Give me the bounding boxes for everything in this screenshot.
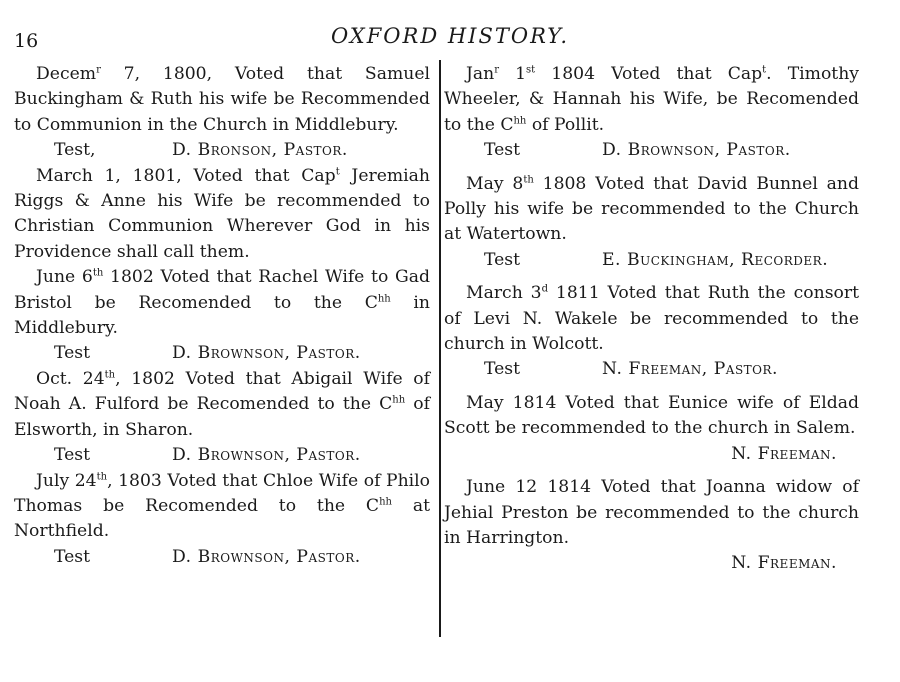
signature: E. Buckingham, Recorder. [602,249,829,270]
signature: N. Freeman, Pastor. [602,359,779,380]
test-label: Test, [54,140,96,161]
test-line [14,341,430,366]
record-entry: June 12 1814 Voted that Joanna widow of Jehial Preston be recommended to the church in Harrington. [444,477,859,548]
record-entry: March 1, 1801, Voted that Cap$^t$ Jeremiah Riggs & Anne his Wife be recommended to Christian Communion Wherever God in his Providence shall call them. [14,165,430,262]
left-column [14,62,430,570]
page-number: 16 [14,30,39,52]
record-entry: July 24th, 1803 Voted that Chloe Wife of Philo Thomas be Recomended to the $C^{hh}$ at Northfield. [14,470,431,542]
test-label: Test [484,249,521,270]
signature: D. Brownson, Pastor. [172,343,361,364]
running-header: OXFORD HISTORY. [330,24,570,48]
record-entry: May 1814 Voted that Eunice wife of Eldad Scott be recommended to the church in Salem. [444,392,859,439]
signature: N. Freeman. [731,553,837,574]
test-label: Test [484,359,521,380]
test-label: Test [484,140,521,161]
test-label: Test [54,546,91,567]
test-line [14,138,430,163]
record-entry: Jan$^r$ 1st 1804 Voted that Cap$^t$. Timothy Wheeler, & Hannah his Wife, be Recomended to the $C^{hh}$ of Pollit. [444,64,859,135]
test-line [14,443,430,468]
record-entry: March 3$^d$ 1811 Voted that Ruth the consort of Levi N. Wakele be recommended to the church in Wolcott. [444,283,859,355]
signature: D. Brownson, Pastor. [602,140,791,161]
right-column [444,62,859,577]
test-label: Test [54,445,91,466]
test-line [444,357,859,382]
test-line [14,545,430,570]
record-entry: May 8th 1808 Voted that David Bunnel and Polly his wife be recommended to the Church at Watertown. [444,173,859,245]
test-line [444,138,859,163]
record-entry: Decem$^r$ 7, 1800, Voted that Samuel Buckingham & Ruth his wife be Recommended to Communion in the Church in Middlebury. [14,64,430,135]
column-divider [439,60,441,637]
signature: D. Bronson, Pastor. [172,140,348,161]
signature: D. Brownson, Pastor. [172,546,361,567]
record-entry: June 6th 1802 Voted that Rachel Wife to Gad Bristol be Recomended to the $C^{hh}$ in Middlebury. [14,267,431,339]
test-label: Test [54,343,91,364]
signature: D. Brownson, Pastor. [172,445,361,466]
signature: N. Freeman. [731,443,837,464]
test-line [444,248,859,273]
record-entry: Oct. 24th, 1802 Voted that Abigail Wife of Noah A. Fulford be Recomended to the $C^{hh}$ of Elsworth, in Sharon. [14,368,431,440]
